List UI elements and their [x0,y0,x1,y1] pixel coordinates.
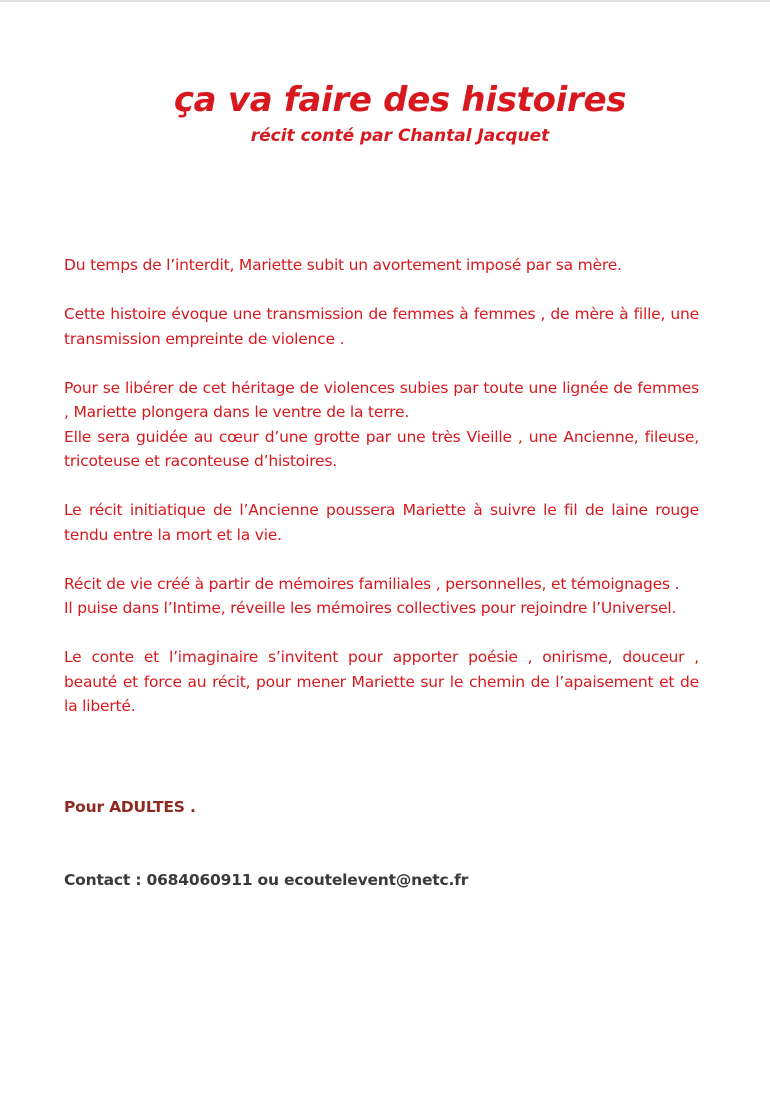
audience-note: Pour ADULTES . [64,798,196,816]
paragraph-heritage [64,376,699,474]
paragraph-initiation [64,498,699,547]
paragraph-line: Le récit initiatique de l’Ancienne poussera Mariette à suivre le fil de laine rouge tendu entre la mort et la vie. [64,501,699,544]
paragraph-line: Le conte et l’imaginaire s’invitent pour apporter poésie , onirisme, douceur , beauté et force au récit, pour mener Mariette sur le chemin de l’apaisement et de la liberté. [64,648,699,715]
page-subtitle: récit conté par Chantal Jacquet [250,126,550,146]
body-text [64,253,699,743]
paragraph-transmission [64,302,699,351]
paragraph-line: Du temps de l’interdit, Mariette subit un avortement imposé par sa mère. [64,256,622,274]
paragraph-imaginary [64,645,699,719]
paragraph-line: Cette histoire évoque une transmission de femmes à femmes , de mère à fille, une transmission empreinte de violence . [64,305,699,348]
paragraph-line: Elle sera guidée au cœur d’une grotte par une très Vieille , une Ancienne, fileuse, tricoteuse et raconteuse d’histoires. [64,427,699,470]
paragraph-line: Récit de vie créé à partir de mémoires familiales , personnelles, et témoignages . [64,574,680,593]
page-title: ça va faire des histoires [173,80,627,120]
paragraph-line: Pour se libérer de cet héritage de violences subies par toute une lignée de femmes , Mariette plongera dans le ventre de la terre. [64,378,699,421]
top-divider [0,0,770,2]
paragraph-intro [64,253,699,278]
contact-info: Contact : 0684060911 ou ecoutelevent@netc.fr [64,871,469,889]
paragraph-line: Il puise dans l’Intime, réveille les mémoires collectives pour rejoindre l’Universel. [64,599,677,617]
paragraph-memories [64,572,699,621]
